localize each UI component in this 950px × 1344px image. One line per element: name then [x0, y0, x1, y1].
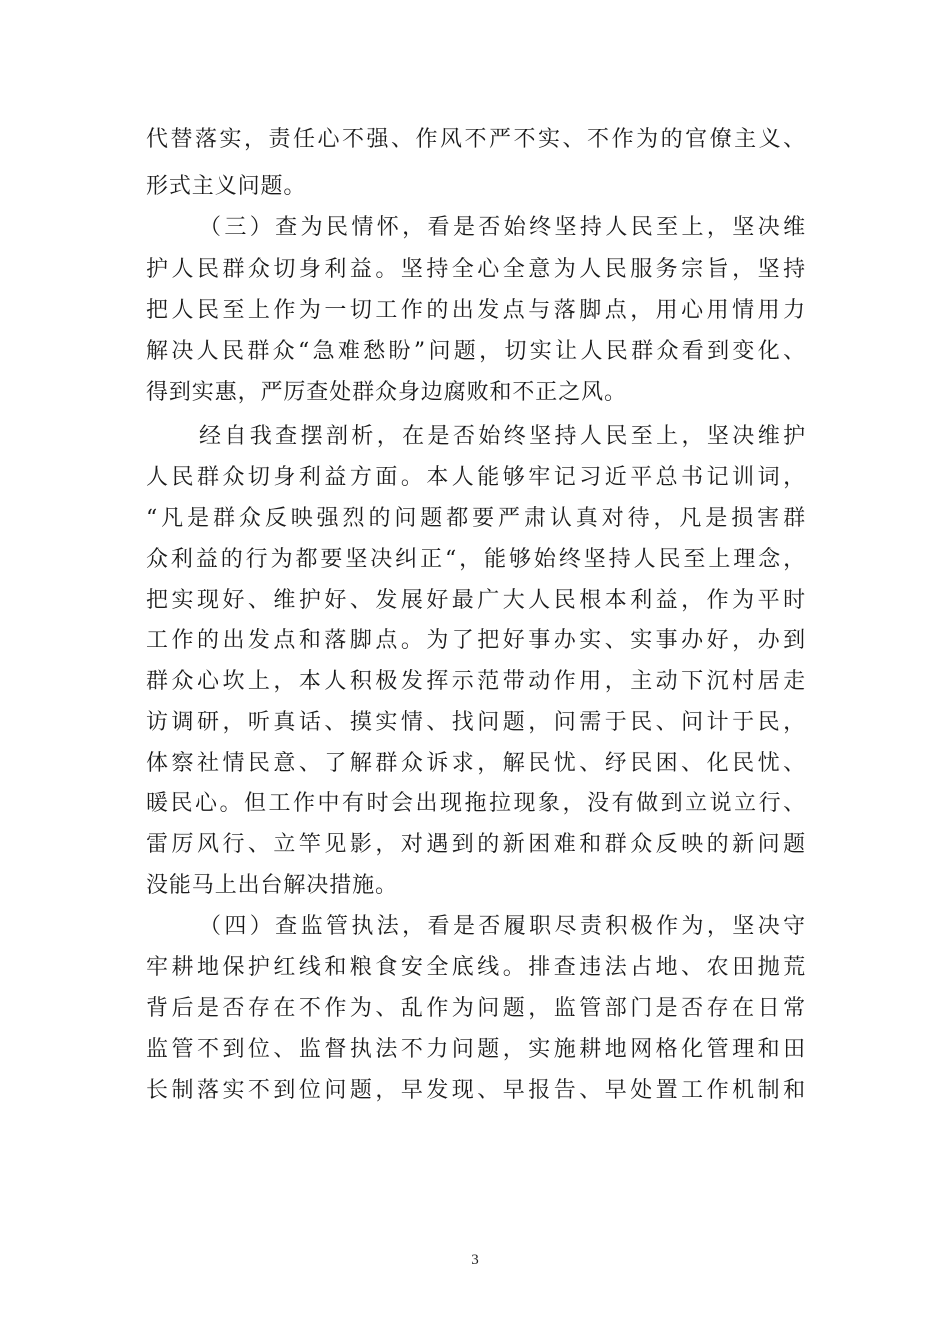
text-line: 暖民心。但工作中有时会出现拖拉现象，没有做到立说立行、	[146, 791, 806, 816]
text-line: （四）查监管执法，看是否履职尽责积极作为，坚决守	[199, 914, 806, 939]
text-line: 雷厉风行、立竿见影，对遇到的新困难和群众反映的新问题	[146, 832, 806, 857]
text-line: 护人民群众切身利益。坚持全心全意为人民服务宗旨，坚持	[146, 257, 806, 282]
text-line: 背后是否存在不作为、乱作为问题，监管部门是否存在日常	[146, 996, 806, 1021]
page-number: 3	[471, 1252, 479, 1268]
text-line: 体察社情民意、了解群众诉求，解民忧、纾民困、化民忧、	[146, 751, 806, 776]
text-line: 长制落实不到位问题，早发现、早报告、早处置工作机制和	[146, 1078, 806, 1103]
text-line: 人民群众切身利益方面。本人能够牢记习近平总书记训词，	[146, 465, 806, 490]
text-line: 监管不到位、监督执法不力问题，实施耕地网格化管理和田	[146, 1037, 806, 1062]
text-line: 群众心坎上，本人积极发挥示范带动作用，主动下沉村居走	[146, 669, 806, 694]
text-line: 牢耕地保护红线和粮食安全底线。排查违法占地、农田抛荒	[146, 955, 806, 980]
text-line: 形式主义问题。	[146, 174, 307, 199]
text-line: 代替落实，责任心不强、作风不严不实、不作为的官僚主义、	[146, 127, 806, 152]
text-line: 得到实惠，严厉查处群众身边腐败和不正之风。	[146, 380, 627, 405]
text-line: 经自我查摆剖析，在是否始终坚持人民至上，坚决维护	[199, 424, 806, 449]
text-line: 没能马上出台解决措施。	[146, 873, 398, 898]
text-line: “凡是群众反映强烈的问题都要严肃认真对待，凡是损害群	[146, 506, 806, 531]
text-line: 把人民至上作为一切工作的出发点与落脚点，用心用情用力	[146, 298, 806, 323]
text-line: （三）查为民情怀，看是否始终坚持人民至上，坚决维	[199, 215, 806, 240]
text-line: 工作的出发点和落脚点。为了把好事办实、实事办好，办到	[146, 628, 806, 653]
text-line: 把实现好、维护好、发展好最广大人民根本利益，作为平时	[146, 588, 806, 613]
text-line: 访调研，听真话、摸实情、找问题，问需于民、问计于民，	[146, 710, 806, 735]
text-line: 解决人民群众“急难愁盼”问题，切实让人民群众看到变化、	[146, 339, 806, 364]
text-line: 众利益的行为都要坚决纠正“，能够始终坚持人民至上理念，	[146, 547, 806, 572]
